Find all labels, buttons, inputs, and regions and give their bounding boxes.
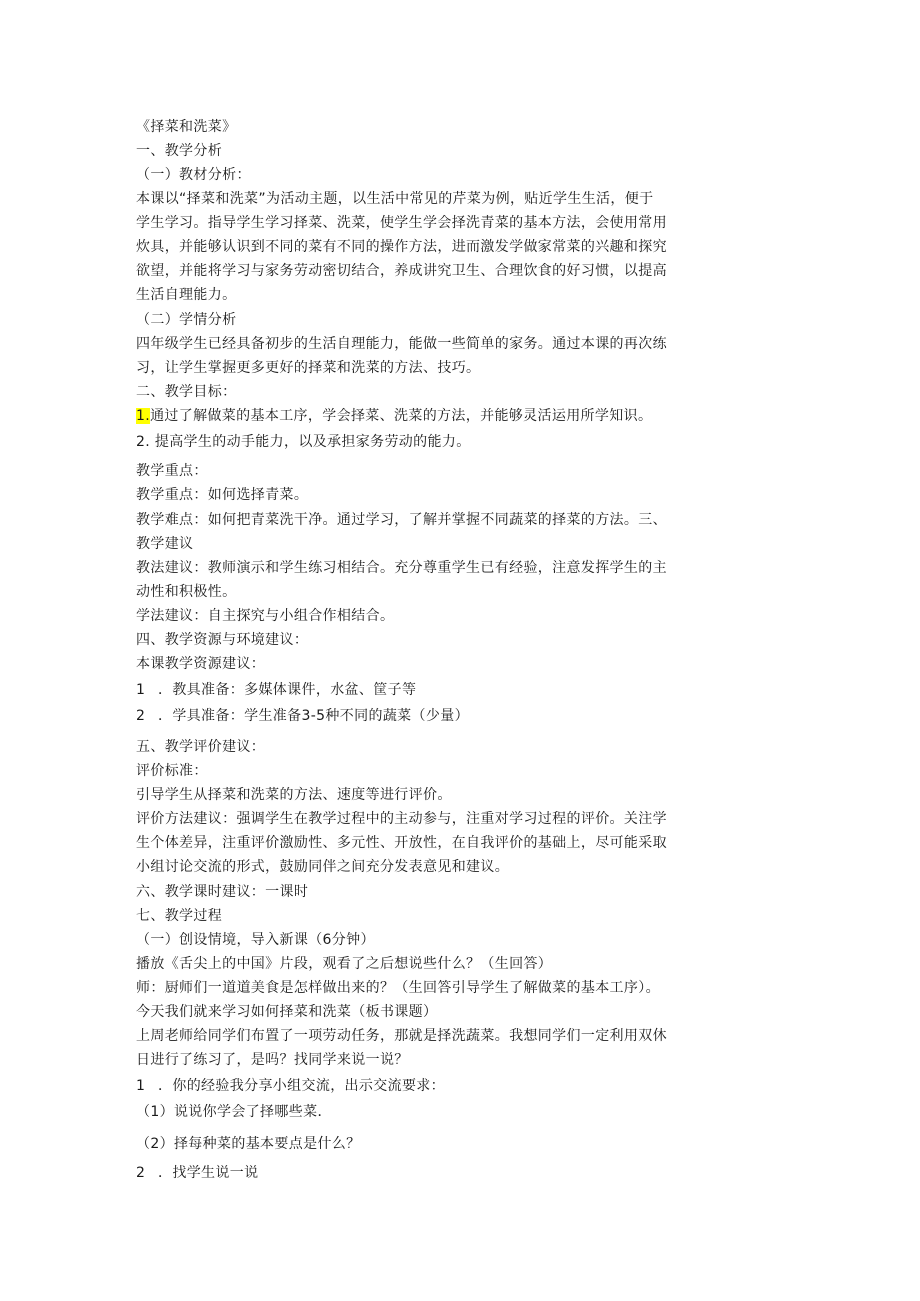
paragraph-line: 小组讨论交流的形式，鼓励同伴之间充分发表意见和建议。 <box>136 859 510 875</box>
section-heading: 二、教学目标： <box>136 384 237 400</box>
subsection-heading: （一）教材分析： <box>136 167 251 183</box>
paragraph-line: 教法建议：教师演示和学生练习相结合。充分尊重学生已有经验，注意发挥学生的主 <box>136 560 667 576</box>
section-heading: 一、教学分析 <box>136 143 223 159</box>
goal-item: 2. 提高学生的动手能力，以及承担家务劳动的能力。 <box>136 434 471 450</box>
goal-item <box>136 406 652 426</box>
section-heading: 六、教学课时建议：一课时 <box>136 884 309 900</box>
paragraph-line: 上周老师给同学们布置了一项劳动任务，那就是择洗蔬菜。我想同学们一定利用双休 <box>136 1028 667 1044</box>
list-text: ．学具准备：学生准备3-5种不同的蔬菜（少量） <box>158 708 469 724</box>
paragraph-line: 日进行了练习了，是吗？找同学来说一说？ <box>136 1052 409 1068</box>
section-heading: 四、教学资源与环境建议： <box>136 632 309 648</box>
paragraph-line: 生个体差异，注重评价激励性、多元性、开放性，在自我评价的基础上，尽可能采取 <box>136 835 667 851</box>
paragraph-line: 教学难点：如何把青菜洗干净。通过学习，了解并掌握不同蔬菜的择菜的方法。三、 <box>136 512 667 528</box>
doc-title: 《择菜和洗菜》 <box>136 119 237 135</box>
paragraph-line: 师：厨师们一道道美食是怎样做出来的？（生回答引导学生了解做菜的基本工序）。 <box>136 980 660 996</box>
paragraph-line: 习，让学生掌握更多更好的择菜和洗菜的方法、技巧。 <box>136 360 481 376</box>
list-number: 1 <box>136 1078 146 1094</box>
paragraph-line: 播放《舌尖上的中国》片段，观看了之后想说些什么？（生回答） <box>136 956 553 972</box>
list-number: 2 <box>136 1165 146 1181</box>
list-text: ．你的经验我分享小组交流，出示交流要求： <box>158 1078 445 1094</box>
label-line: 教学重点： <box>136 463 208 479</box>
paragraph-line: 学法建议：自主探究与小组合作相结合。 <box>136 608 395 624</box>
list-item <box>136 706 469 726</box>
section-heading: 五、教学评价建议： <box>136 739 266 755</box>
label-line: 本课教学资源建议： <box>136 656 266 672</box>
question-item: （1）说说你学会了择哪些菜． <box>136 1104 332 1120</box>
paragraph-line: 动性和积极性。 <box>136 584 237 600</box>
list-number: 1 <box>136 682 146 698</box>
label-line: 评价标准： <box>136 763 208 779</box>
list-item <box>136 1163 258 1183</box>
paragraph-line: 四年级学生已经具备初步的生活自理能力，能做一些简单的家务。通过本课的再次练 <box>136 336 667 352</box>
paragraph-line: 学生学习。指导学生学习择菜、洗菜，使学生学会择洗青菜的基本方法，会使用常用 <box>136 215 667 231</box>
list-item <box>136 1076 445 1096</box>
question-item: （2）择每种菜的基本要点是什么？ <box>136 1136 361 1152</box>
paragraph-line: 教学建议 <box>136 536 194 552</box>
list-text: ．找学生说一说 <box>158 1165 259 1181</box>
paragraph-line: 生活自理能力。 <box>136 287 237 303</box>
list-number: 2 <box>136 708 146 724</box>
paragraph-line: 教学重点：如何选择青菜。 <box>136 487 309 503</box>
paragraph-line: 引导学生从择菜和洗菜的方法、速度等进行评价。 <box>136 787 452 803</box>
list-text: ．教具准备：多媒体课件，水盆、筐子等 <box>158 682 417 698</box>
goal-text: 通过了解做菜的基本工序，学会择菜、洗菜的方法，并能够灵活运用所学知识。 <box>150 408 653 424</box>
section-heading: 七、教学过程 <box>136 908 223 924</box>
subsection-heading: （二）学情分析 <box>136 312 237 328</box>
paragraph-line: 今天我们就来学习如何择菜和洗菜（板书课题） <box>136 1004 438 1020</box>
paragraph-line: 欲望，并能将学习与家务劳动密切结合，养成讲究卫生、合理饮食的好习惯，以提高 <box>136 263 667 279</box>
paragraph-line: 本课以“择菜和洗菜”为活动主题，以生活中常见的芹菜为例，贴近学生生活，便于 <box>136 191 654 207</box>
list-item <box>136 680 416 700</box>
subsection-heading: （一）创设情境，导入新课（6分钟） <box>136 932 375 948</box>
highlighted-number: 1. <box>136 408 151 424</box>
paragraph-line: 炊具，并能够认识到不同的菜有不同的操作方法，进而激发学做家常菜的兴趣和探究 <box>136 239 667 255</box>
paragraph-line: 评价方法建议：强调学生在教学过程中的主动参与，注重对学习过程的评价。关注学 <box>136 811 667 827</box>
